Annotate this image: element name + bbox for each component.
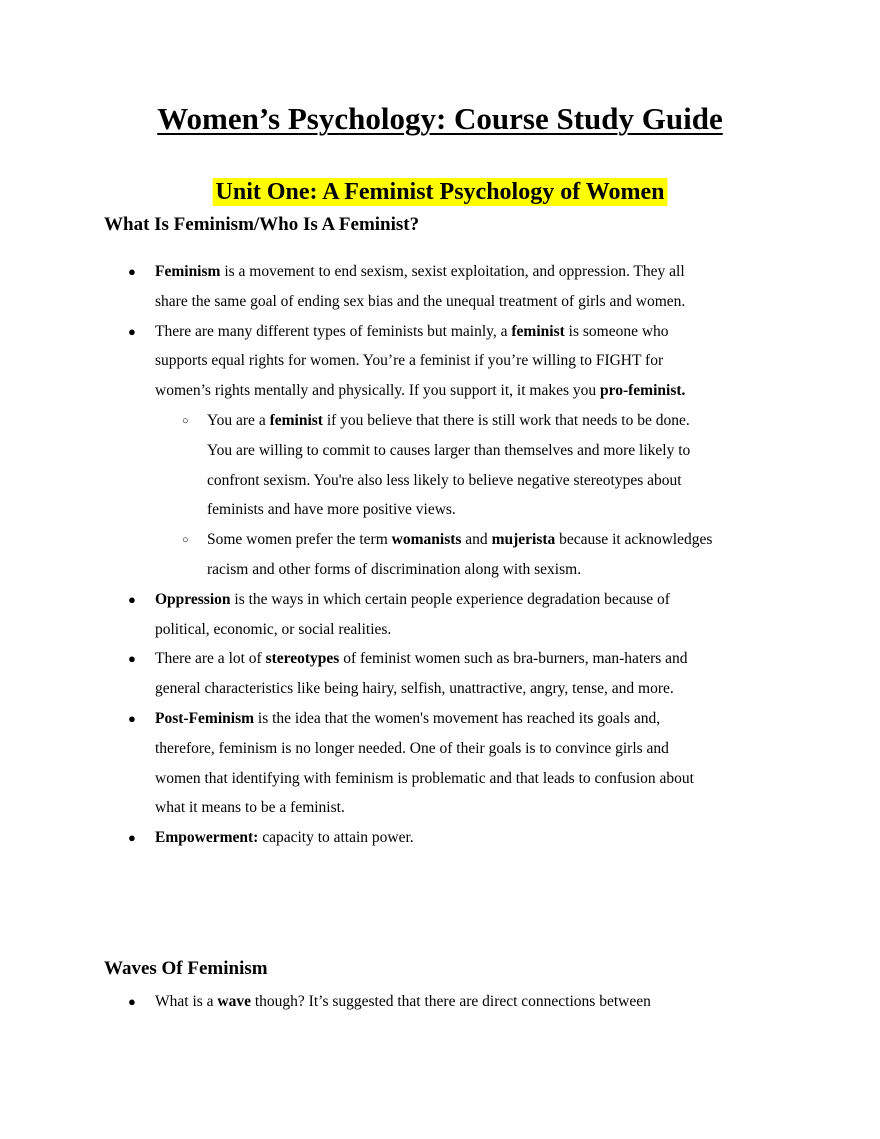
text-segment: therefore, feminism is no longer needed. One of their goals is to convince girls and xyxy=(155,739,669,757)
title-text: Women’s Psychology: Course Study Guide xyxy=(157,101,723,136)
text-segment: racism and other forms of discrimination along with sexism. xyxy=(207,561,582,578)
text-segment: though? It’s suggested that there are direct connections between xyxy=(251,993,651,1010)
text-segment: what it means to be a feminist. xyxy=(155,799,345,817)
text-segment: is someone who xyxy=(564,322,669,340)
text-segment: is the ways in which certain people experience degradation because of xyxy=(230,590,670,608)
text-segment: You are a xyxy=(207,412,270,429)
text-segment: confront sexism. You're also less likely to believe negative stereotypes about xyxy=(207,471,682,489)
text-segment: is a movement to end sexism, sexist exploitation, and oppression. They all xyxy=(220,263,685,280)
bold-term: feminist xyxy=(269,412,323,429)
bullet-icon: ● xyxy=(128,323,136,339)
list-item-line xyxy=(207,560,581,580)
bullet-icon: ● xyxy=(128,711,136,726)
list-item-line xyxy=(155,351,663,371)
text-segment: What is a xyxy=(155,993,218,1010)
text-segment: if you believe that there is still work that needs to be done. xyxy=(322,412,690,429)
text-segment: is the idea that the women's movement has reached its goals and, xyxy=(254,710,661,727)
list-item-line xyxy=(155,828,414,848)
list-item-line xyxy=(207,500,456,520)
bold-term: Empowerment: xyxy=(155,829,259,847)
list-item-line xyxy=(155,798,345,818)
text-segment: because it acknowledges xyxy=(555,531,713,549)
list-item-line xyxy=(155,620,391,640)
sub-bullet-icon: ○ xyxy=(182,534,189,547)
bold-term: feminist xyxy=(511,322,565,340)
list-item-line xyxy=(155,381,685,401)
list-item-line xyxy=(155,322,669,342)
bold-term: pro-feminist. xyxy=(600,382,686,400)
text-segment: Some women prefer the term xyxy=(207,531,392,549)
list-item-line xyxy=(155,590,670,610)
list-item-line xyxy=(155,739,669,759)
list-item-line xyxy=(207,411,690,431)
bullet-icon: ● xyxy=(128,994,136,1009)
text-segment: capacity to attain power. xyxy=(258,829,414,847)
list-item-line xyxy=(155,769,694,789)
bold-term: stereotypes xyxy=(265,650,340,668)
unit-heading-text: Unit One: A Feminist Psychology of Women xyxy=(213,178,668,206)
text-segment: women that identifying with feminism is problematic and that leads to confusion about xyxy=(155,769,694,787)
bold-term: Post-Feminism xyxy=(155,710,255,727)
text-segment: political, economic, or social realities. xyxy=(155,620,392,638)
section-heading: What Is Feminism/Who Is A Feminist? xyxy=(104,214,420,235)
bold-term: wave xyxy=(217,993,251,1010)
bullet-icon: ● xyxy=(128,591,136,607)
text-segment: There are a lot of xyxy=(155,650,266,668)
text-segment: and xyxy=(461,531,492,549)
list-item-line xyxy=(155,262,685,282)
list-item-line xyxy=(155,992,651,1012)
text-segment: There are many different types of feminists but mainly, a xyxy=(155,322,512,340)
bold-term: Feminism xyxy=(155,263,221,280)
bold-term: mujerista xyxy=(491,531,556,549)
text-segment: feminists and have more positive views. xyxy=(207,501,456,519)
list-item-line xyxy=(207,530,712,550)
list-item-line xyxy=(155,649,688,669)
text-segment: supports equal rights for women. You’re a feminist if you’re willing to FIGHT for xyxy=(155,352,664,370)
bullet-icon: ● xyxy=(128,264,136,279)
list-item-line xyxy=(207,441,690,461)
list-item-line xyxy=(155,292,685,312)
bullet-icon: ● xyxy=(128,651,136,667)
bold-term: Oppression xyxy=(155,590,231,608)
text-segment: women’s rights mentally and physically. If you support it, it makes you xyxy=(155,382,600,400)
text-segment: general characteristics like being hairy, selfish, unattractive, angry, tense, and more. xyxy=(155,680,674,698)
bullet-icon: ● xyxy=(128,830,136,846)
text-segment: You are willing to commit to causes larger than themselves and more likely to xyxy=(207,441,691,459)
unit-heading xyxy=(213,178,668,206)
text-segment: share the same goal of ending sex bias and the unequal treatment of girls and women. xyxy=(155,292,686,310)
document-title xyxy=(157,100,723,138)
text-segment: of feminist women such as bra-burners, man-haters and xyxy=(339,650,688,668)
bold-term: womanists xyxy=(391,531,462,549)
section-heading: Waves Of Feminism xyxy=(104,958,268,979)
list-item-line xyxy=(207,471,682,491)
list-item-line xyxy=(155,679,674,699)
sub-bullet-icon: ○ xyxy=(182,415,189,427)
list-item-line xyxy=(155,709,660,729)
